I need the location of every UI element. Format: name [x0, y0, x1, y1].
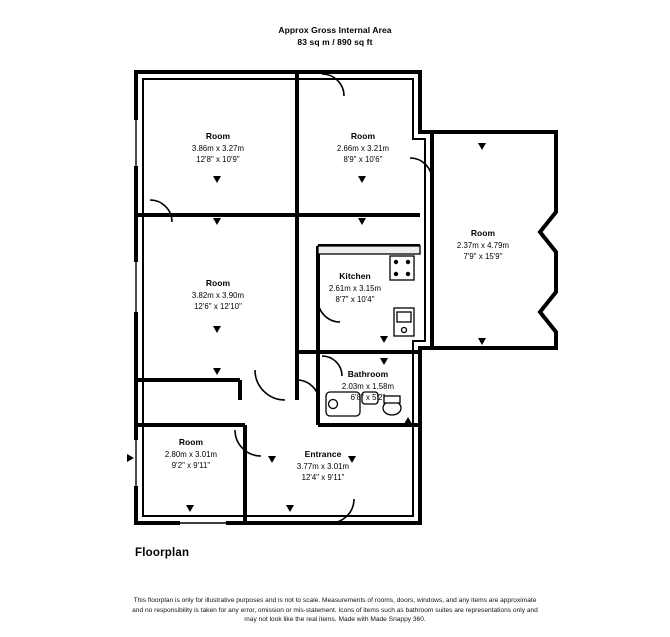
room-label-bedroom-1: [170, 131, 266, 166]
room-dimension-metric: 2.61m x 3.15m: [328, 283, 382, 293]
room-label-bedroom-2: [320, 131, 406, 166]
room-dimension-imperial: 12'8" x 10'9": [196, 155, 240, 164]
room-dimension-imperial: 6'8" x 5'2": [350, 393, 386, 402]
room-dimension-metric: 2.37m x 4.79m: [456, 240, 510, 250]
room-dimension-imperial: 12'6" x 12'10": [194, 302, 242, 311]
room-label-living-room: [168, 278, 268, 313]
room-dimension-metric: 2.66m x 3.21m: [336, 143, 390, 153]
room-name: Room: [205, 278, 231, 288]
room-name: Kitchen: [339, 271, 371, 281]
floorplan-caption: Floorplan: [135, 547, 190, 559]
room-dimension-imperial: 8'7" x 10'4": [335, 295, 375, 304]
room-label-bathroom: [325, 369, 411, 404]
room-dimension-metric: 2.80m x 3.01m: [164, 449, 218, 459]
room-name: Room: [178, 437, 204, 447]
room-label-bedroom-3: [437, 228, 529, 263]
room-dimension-imperial: 8'9" x 10'6": [343, 155, 383, 164]
room-name: Bathroom: [347, 369, 389, 379]
disclaimer: [0, 596, 670, 625]
area-summary-line1: Approx Gross Internal Area: [278, 25, 392, 35]
room-name: Room: [350, 131, 376, 141]
room-dimension-metric: 3.77m x 3.01m: [296, 461, 350, 471]
room-label-entrance: [272, 449, 374, 484]
disclaimer-line-3: may not look like the real items. Made with Made Snappy 360.: [244, 616, 426, 623]
room-dimension-imperial: 7'9" x 15'9": [463, 252, 503, 261]
room-dimension-metric: 2.03m x 1.58m: [341, 381, 395, 391]
area-summary-line2: 83 sq m / 890 sq ft: [297, 37, 373, 47]
room-dimension-imperial: 12'4" x 9'11": [301, 473, 345, 482]
disclaimer-line-2: and no responsibility is taken for any error, omission or mis-statement. Icons of items such as bathroom suites are representations only and: [132, 606, 538, 614]
room-label-bedroom-4: [148, 437, 234, 472]
room-label-kitchen: [315, 271, 395, 306]
disclaimer-line-1: This floorplan is only for illustrative purposes and is not to scale. Measurements of rooms, doors, windows, and any items are approximate: [133, 597, 537, 604]
room-name: Room: [205, 131, 231, 141]
room-dimension-metric: 3.86m x 3.27m: [191, 143, 245, 153]
room-dimension-imperial: 9'2" x 9'11": [171, 461, 211, 470]
room-dimension-metric: 3.82m x 3.90m: [191, 290, 245, 300]
room-name: Room: [470, 228, 496, 238]
room-name: Entrance: [304, 449, 342, 459]
